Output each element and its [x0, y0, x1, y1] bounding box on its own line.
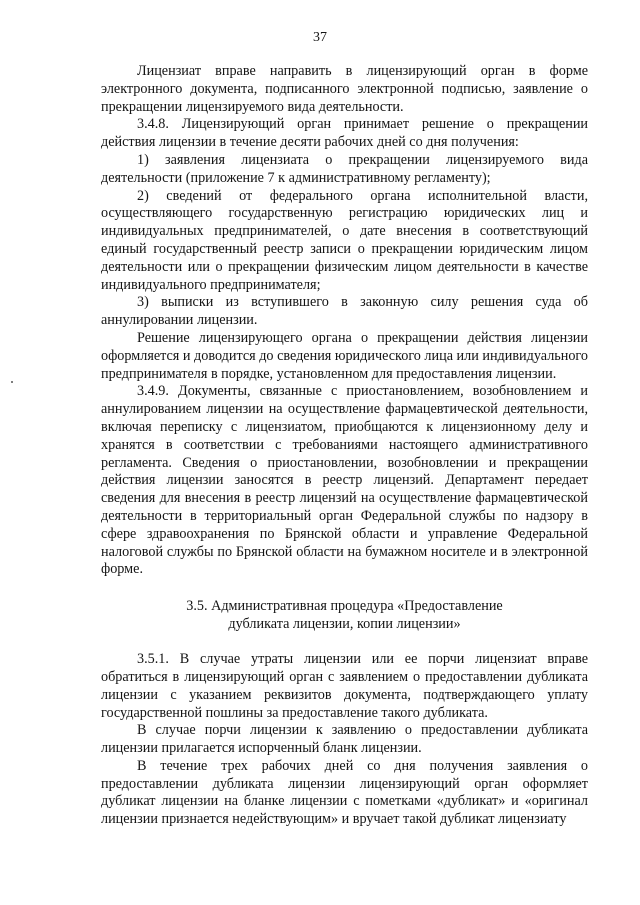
list-item-1: 1) заявления лицензиата о прекращении лицензируемого вида деятельности (приложение 7 к административному регламенту); [101, 151, 588, 186]
paragraph-3-4-8: 3.4.8. Лицензирующий орган принимает решение о прекращении действия лицензии в течение десяти рабочих дней со дня получения: [101, 116, 588, 151]
spacer [101, 633, 588, 651]
paragraph-3-5-1: 3.5.1. В случае утраты лицензии или ее порчи лицензиат вправе обратиться в лицензирующий орган с заявлением о предоставлении дубликата лицензии с указанием реквизитов документа, подтверждающего уплату государственной пошлины за предоставление такого дубликата. [101, 651, 588, 721]
spacer [101, 579, 588, 597]
paragraph-decision: Решение лицензирующего органа о прекращении действия лицензии оформляется и доводится до сведения юридического лица или индивидуального предпринимателя в порядке, установленном для предоставления лицензии. [101, 329, 588, 382]
list-item-2: 2) сведений от федерального органа исполнительной власти, осуществляющего государственную регистрацию юридических лиц и индивидуальных предпринимателей, о дате внесения в соответствующий единый государственный реестр записи о прекращении юридическим лицом деятельности или о прекращении физическим лицом деятельности в качестве индивидуального предпринимателя; [101, 187, 588, 293]
list-item-3: 3) выписки из вступившего в законную силу решения суда об аннулировании лицензии. [101, 294, 588, 329]
page-number: 37 [313, 30, 327, 45]
paragraph-three-days: В течение трех рабочих дней со дня получения заявления о предоставлении дубликата лицензии лицензирующий орган оформляет дубликат лицензии на бланке лицензии с пометками «дубликат» и «оригинал лицензии признается недействующим» и вручает такой дубликат лицензиату [101, 757, 588, 828]
scan-speck [11, 381, 13, 383]
paragraph-license-electronic: Лицензиат вправе направить в лицензирующий орган в форме электронного документа, подписанного электронной подписью, заявление о прекращении лицензируемого вида деятельности. [101, 63, 588, 115]
section-heading-line-1: 3.5. Административная процедура «Предоставление [186, 598, 503, 615]
section-heading-line-2: дубликата лицензии, копии лицензии» [228, 616, 461, 633]
paragraph-damage: В случае порчи лицензии к заявлению о предоставлении дубликата лицензии прилагается испорченный бланк лицензии. [101, 722, 588, 757]
paragraph-3-4-9: 3.4.9. Документы, связанные с приостановлением, возобновлением и аннулированием лицензии на осуществление фармацевтической деятельности, включая переписку с лицензиатом, приобщаются к лицензионному делу и хранятся в соответствии с требованиями настоящего административного регламента. Сведения о приостановлении, возобновлении и прекращении действия лицензии заносятся в реестр лицензий. Департамент передает сведения для внесения в реестр лицензий на осуществление фармацевтической деятельности в территориальный орган Федеральной службы по надзору в сфере здравоохранения по Брянской области и управление Федеральной налоговой службы по Брянской области на бумажном носителе и в электронной форме. [101, 383, 588, 578]
page-body [101, 63, 588, 829]
